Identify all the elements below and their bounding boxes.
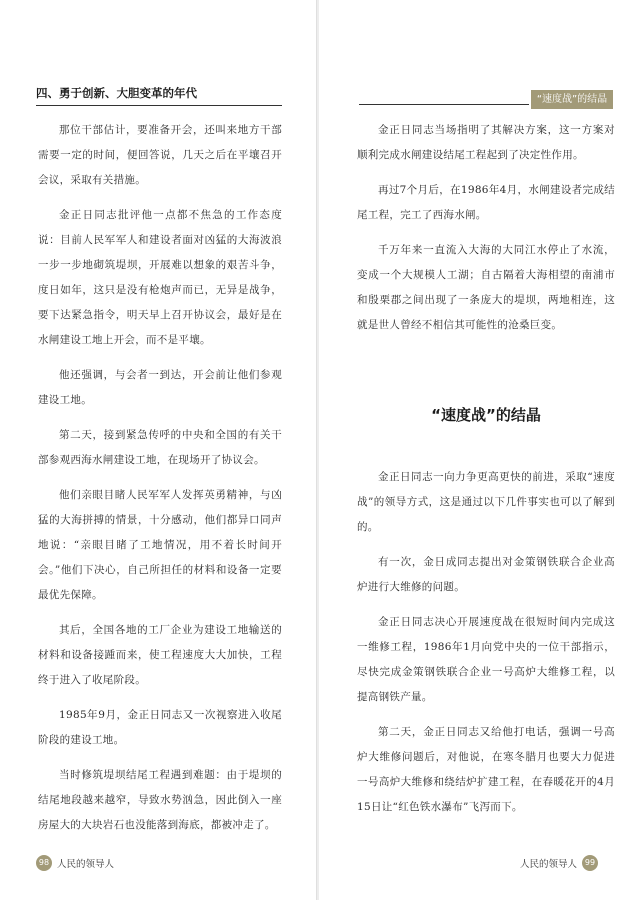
footer-book-title: 人民的领导人 (57, 859, 115, 870)
page-number: 99 (582, 855, 598, 871)
left-footer (36, 855, 119, 871)
section-title: “速度战”的结晶 (431, 406, 541, 424)
footer-book-title: 人民的领导人 (519, 859, 577, 870)
paragraph: 他们亲眼目睹人民军军人发挥英勇精神，与凶猛的大海拼搏的情景，十分感动，他们都异口同声地说：“亲眼目睹了工地情况，用不着长时间开会。”他们下决心，自己所担任的材料和设备一定要最优先保障。 (38, 489, 282, 601)
right-page (319, 0, 636, 900)
section-header-tag: “速度战”的结晶 (531, 90, 613, 109)
paragraph: 其后，全国各地的工厂企业为建设工地输送的材料和设备接踵而来，使工程速度大大加快，工程终于进入了收尾阶段。 (38, 624, 282, 686)
page-number: 98 (36, 855, 52, 871)
paragraph: 再过7个月后，在1986年4月，水闸建设者完成结尾工程，完工了西海水闸。 (357, 184, 615, 221)
paragraph: 1985年9月，金正日同志又一次视察进入收尾阶段的建设工地。 (38, 709, 282, 746)
left-body-text (38, 118, 282, 848)
paragraph: 第二天，接到紧急传呼的中央和全国的有关干部参观西海水闸建设工地，在现场开了协议会。 (38, 429, 282, 466)
chapter-header: 四、勇于创新、大胆变革的年代 (36, 85, 282, 106)
paragraph: 第二天，金正日同志又给他打电话，强调一号高炉大维修问题后，对他说，在寒冬腊月也要大力促进一号高炉大维修和绕结炉扩建工程，在春暖花开的4月15日让“红色铁水瀑布”飞泻而下。 (357, 726, 615, 813)
right-footer (515, 855, 598, 871)
paragraph: 千万年来一直流入大海的大同江水停止了水流，变成一个大规模人工湖；自古隔着大海相望的南浦市和殷栗郡之间出现了一条庞大的堤坝，两地相连，这就是世人曾经不相信其可能性的沧桑巨变。 (357, 244, 615, 331)
paragraph: 金正日同志批评他一点都不焦急的工作态度说：目前人民军军人和建设者面对凶猛的大海波浪一步一步地砌筑堤坝，开展难以想象的艰苦斗争，度日如年，这只是没有枪炮声而已，无异是战争，要下达紧急指令，明天早上召开协议会，最好是在水闸建设工地上开会，而不是平壤。 (38, 209, 282, 346)
header-rule (359, 104, 529, 105)
paragraph: 金正日同志决心开展速度战在很短时间内完成这一维修工程，1986年1月向党中央的一位干部指示，尽快完成金策钢铁联合企业一号高炉大维修工程，以提高钢铁产量。 (357, 616, 615, 703)
paragraph: 有一次，金日成同志提出对金策钢铁联合企业高炉进行大维修的问题。 (357, 556, 615, 593)
paragraph: 当时修筑堤坝结尾工程遇到难题：由于堤坝的结尾地段越来越窄，导致水势汹急，因此倒入一座房屋大的大块岩石也没能落到海底，都被冲走了。 (38, 769, 282, 831)
right-body-text (357, 118, 615, 830)
left-page (0, 0, 317, 900)
paragraph: 他还强调，与会者一到达，开会前让他们参观建设工地。 (38, 369, 282, 406)
paragraph: 金正日同志一向力争更高更快的前进，采取“速度战”的领导方式，这是通过以下几件事实也可以了解到的。 (357, 471, 615, 533)
paragraph: 那位干部估计，要准备开会，还叫来地方干部需要一定的时间，便回答说，几天之后在平壤召开会议，采取有关措施。 (38, 124, 282, 186)
paragraph: 金正日同志当场指明了其解决方案，这一方案对顺利完成水闸建设结尾工程起到了决定性作用。 (357, 124, 615, 161)
